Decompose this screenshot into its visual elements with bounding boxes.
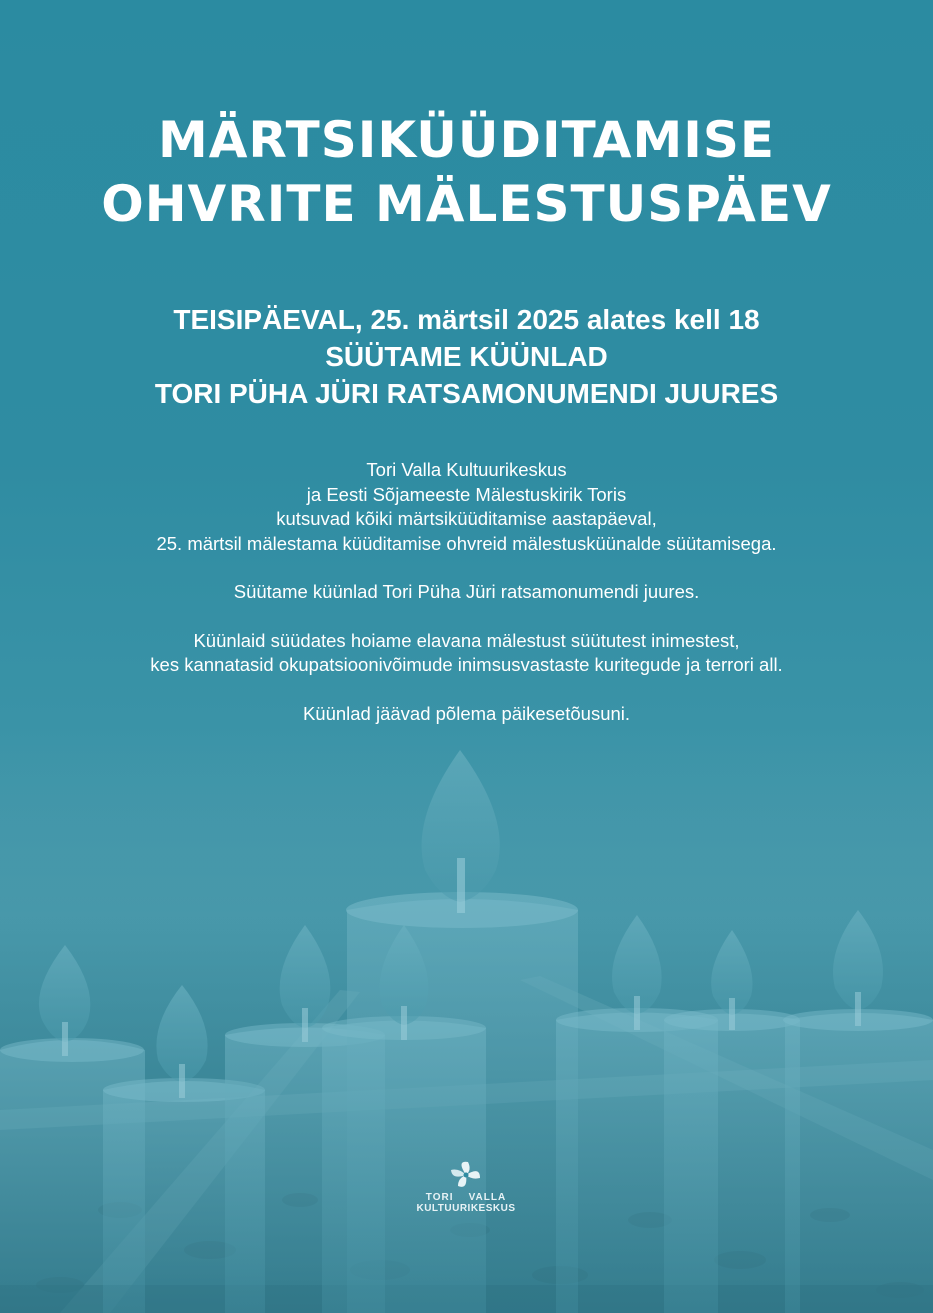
logo-flower-icon bbox=[446, 1158, 486, 1192]
invitation-line: Tori Valla Kultuurikeskus bbox=[366, 459, 567, 480]
invitation-text bbox=[0, 458, 933, 750]
location-line: Süütame küünlad Tori Püha Jüri ratsamonumendi juures. bbox=[233, 581, 700, 602]
remembrance-line: kes kannatasid okupatsioonivõimude inimsusvastaste kuritegude ja terrori all. bbox=[150, 654, 783, 675]
logo-text-line-1 bbox=[410, 1192, 522, 1203]
logo-word-tori: TORI bbox=[425, 1192, 454, 1203]
title-line-2: OHVRITE MÄLESTUSPÄEV bbox=[101, 175, 832, 233]
invitation-line: ja Eesti Sõjameeste Mälestuskirik Toris bbox=[306, 483, 627, 505]
remembrance-line: Küünlaid süüdates hoiame elavana mälestust süütutest inimestest, bbox=[193, 629, 740, 651]
title-line-1: MÄRTSIKÜÜDITAMISE bbox=[157, 111, 776, 169]
invitation-line: 25. märtsil mälestama küüditamise ohvreid mälestusküünalde süütamisega. bbox=[156, 532, 777, 554]
closing-line: Küünlad jäävad põlema päikesetõusuni. bbox=[302, 702, 631, 724]
event-action-line: SÜÜTAME KÜÜNLAD bbox=[325, 341, 608, 372]
event-location-line: TORI PÜHA JÜRI RATSAMONUMENDI JUURES bbox=[154, 378, 779, 409]
closing-paragraph bbox=[0, 702, 933, 727]
invitation-line: kutsuvad kõiki märtsiküüditamise aastapäeval, bbox=[276, 508, 657, 529]
invitation-paragraph bbox=[0, 458, 933, 556]
remembrance-paragraph bbox=[0, 629, 933, 678]
poster-title bbox=[0, 108, 933, 236]
logo-text-line-2: KULTUURIKESKUS bbox=[416, 1203, 516, 1214]
location-paragraph bbox=[0, 580, 933, 605]
candles-illustration bbox=[0, 730, 933, 1313]
organizer-logo bbox=[410, 1158, 522, 1218]
logo-word-valla: VALLA bbox=[468, 1192, 507, 1203]
event-date-line: TEISIPÄEVAL, 25. märtsil 2025 alates kell 18 bbox=[173, 304, 760, 335]
event-details bbox=[0, 301, 933, 412]
